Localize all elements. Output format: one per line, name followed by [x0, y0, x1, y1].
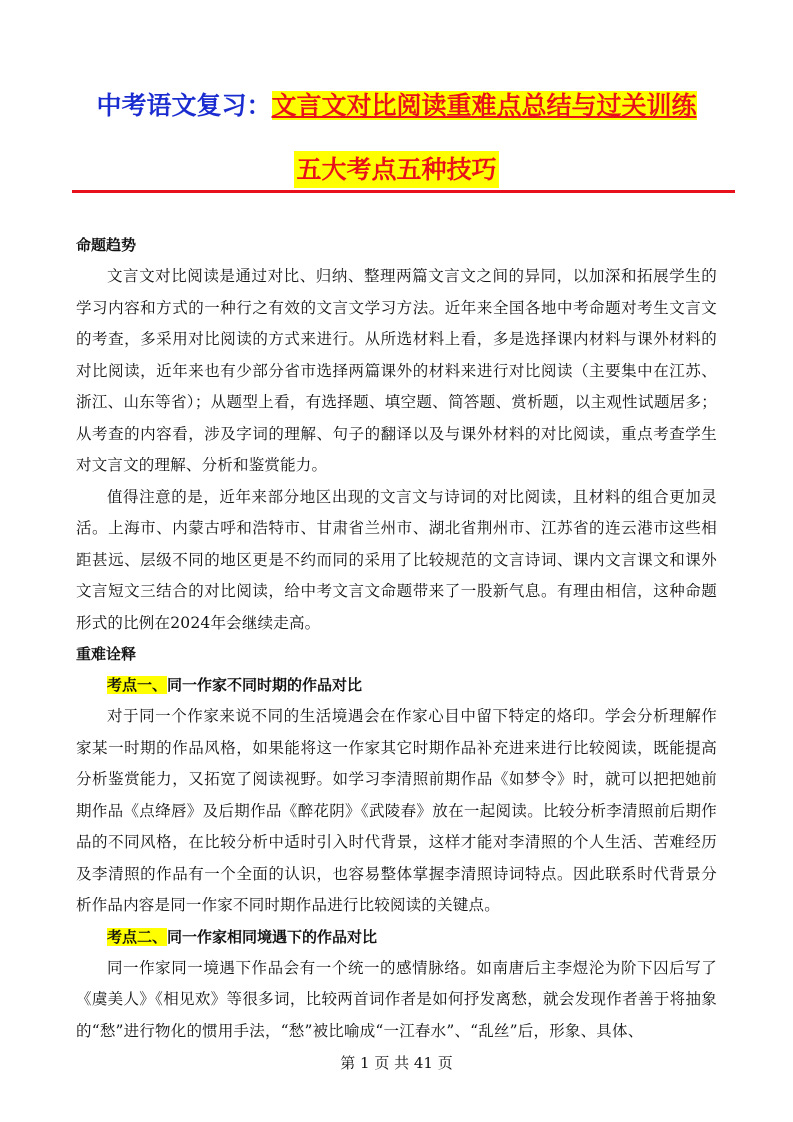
title-main: 文言文对比阅读重难点总结与过关训练	[271, 91, 697, 120]
subtitle: 五大考点五种技巧	[294, 151, 498, 188]
paragraph-point-2: 同一作家同一境遇下作品会有一个统一的感情脉络。如南唐后主李煜沦为阶下囚后写了《虞美人》《相见欢》等很多词，比较两首词作者是如何抒发离愁，就会发现作者善于将抽象的“愁”进行物化的惯用手法，“愁”被比喻成“一江春水”、“乱丝”后，形象、具体、	[76, 958, 717, 1040]
paragraph-trend-1: 文言文对比阅读是通过对比、归纳、整理两篇文言文之间的异同，以加深和拓展学生的学习内容和方式的一种行之有效的文言文学习方法。近年来全国各地中考命题对考生文言文的考查，多采用对比阅读的方式来进行。从所选材料上看，多是选择课内材料与课外材料的对比阅读，近年来也有少部分省市选择两篇课外的材料来进行对比阅读（主要集中在江苏、浙江、山东等省）；从题型上看，有选择题、填空题、简答题、赏析题，以主观性试题居多；从考查的内容看，涉及字词的理解、句子的翻译以及与课外材料的对比阅读，重点考查学生对文言文的理解、分析和鉴赏能力。	[76, 267, 717, 474]
section-heading-key: 重难诠释	[76, 645, 137, 663]
title-prefix: 中考语文复习：	[96, 91, 272, 120]
point-2-heading	[76, 922, 717, 953]
document-body	[76, 230, 717, 1047]
point-2-label: 考点二、	[107, 927, 168, 946]
section-heading-trend: 命题趋势	[76, 236, 137, 254]
point-1-label: 考点一、	[107, 676, 168, 694]
title-line-2	[0, 150, 793, 190]
paragraph-trend-2: 值得注意的是，近年来部分地区出现的文言文与诗词的对比阅读，且材料的组合更加灵活。上海市、内蒙古呼和浩特市、甘肃省兰州市、湖北省荆州市、江苏省的连云港市这些相距甚远、层级不同的地区更是不约而同的采用了比较规范的文言诗词、课内文言课文和课外文言短文三结合的对比阅读，给中考文言文命题带来了一股新气息。有理由相信，这种命题形式的比例在2024年会继续走高。	[76, 487, 717, 632]
point-1-title: 同一作家不同时期的作品对比	[167, 676, 363, 694]
point-2-title: 同一作家相同境遇下的作品对比	[167, 927, 378, 946]
point-1-heading	[76, 670, 717, 701]
page-number-footer: 第 1 页 共 41 页	[340, 1054, 453, 1072]
title-line-1	[0, 86, 793, 126]
paragraph-point-1: 对于同一个作家来说不同的生活境遇会在作家心目中留下特定的烙印。学会分析理解作家某一时期的作品风格，如果能将这一作家其它时期作品补充进来进行比较阅读，既能提高分析鉴赏能力，又拓宽了阅读视野。如学习李清照前期作品《如梦令》时，就可以把把她前期作品《点绛唇》及后期作品《醉花阴》《武陵春》放在一起阅读。比较分析李清照前后期作品的不同风格，在比较分析中适时引入时代背景，这样才能对李清照的个人生活、苦难经历及李清照的作品有一个全面的认识，也容易整体掌握李清照诗词特点。因此联系时代背景分析作品内容是同一作家不同时期作品进行比较阅读的关键点。	[76, 707, 717, 914]
title-divider	[72, 190, 735, 193]
